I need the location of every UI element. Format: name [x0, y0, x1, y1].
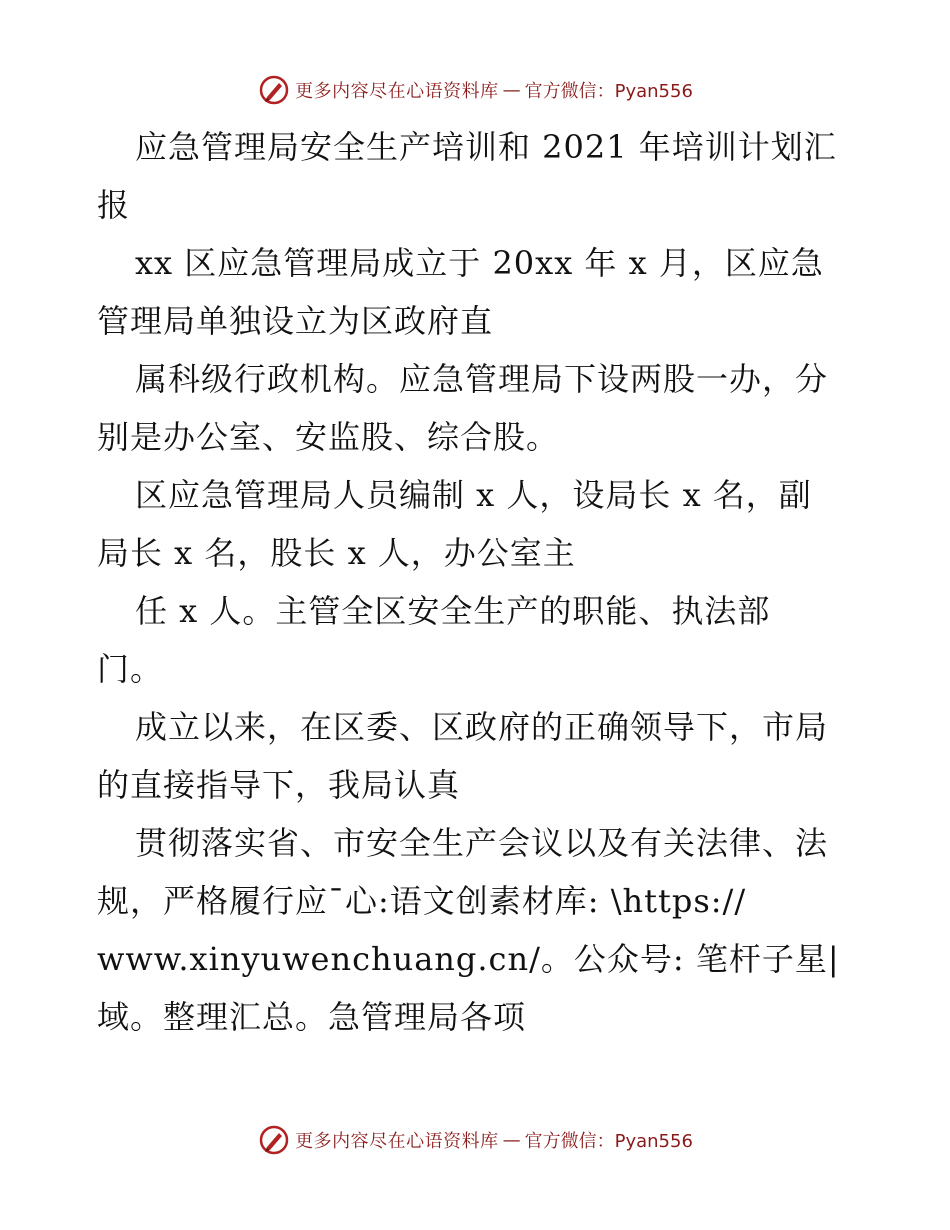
paragraph-line: 任 x 人。主管全区安全生产的职能、执法部: [135, 592, 771, 630]
paragraph-line: xx 区应急管理局成立于 20xx 年 x 月，区应急: [135, 244, 824, 282]
paragraph-line: 局长 x 名，股长 x 人，办公室主: [97, 534, 576, 572]
paragraph-line: 属科级行政机构。应急管理局下设两股一办，分: [135, 360, 829, 398]
paragraph-line: 成立以来，在区委、区政府的正确领导下，市局: [135, 708, 829, 746]
watermark-wechat: 官方微信：Pyan556: [524, 81, 693, 102]
paragraph-line: 区应急管理局人员编制 x 人，设局长 x 名，副: [135, 476, 812, 514]
paragraph-line: 的直接指导下，我局认真: [97, 766, 461, 804]
watermark-text: 更多内容尽在心语资料库: [295, 81, 499, 102]
paragraph-line: 别是办公室、安监股、综合股。: [97, 418, 560, 456]
watermark-separator: —: [502, 79, 521, 101]
watermark-text: 更多内容尽在心语资料库: [295, 1131, 499, 1152]
paragraph-line: www.xinyuwenchuang.cn/。公众号: 笔杆子星|: [97, 940, 840, 978]
title-line-2: 报: [97, 186, 131, 224]
footer-watermark: [0, 1120, 950, 1160]
header-watermark: [0, 70, 950, 110]
document-body: [97, 118, 857, 1046]
pen-logo-icon: [257, 73, 291, 107]
paragraph-line: 贯彻落实省、市安全生产会议以及有关法律、法: [135, 824, 829, 862]
paragraph-line: 管理局单独设立为区政府直: [97, 302, 494, 340]
watermark-wechat: 官方微信：Pyan556: [524, 1131, 693, 1152]
title-line-1: 应急管理局安全生产培训和 2021 年培训计划汇: [135, 128, 837, 166]
pen-logo-icon: [257, 1123, 291, 1157]
paragraph-line: 域。整理汇总。急管理局各项: [97, 998, 527, 1036]
watermark-separator: —: [502, 1129, 521, 1151]
paragraph-line: 规，严格履行应¯心:语文创素材库: \https://: [97, 882, 747, 920]
paragraph-line: 门。: [97, 650, 164, 688]
